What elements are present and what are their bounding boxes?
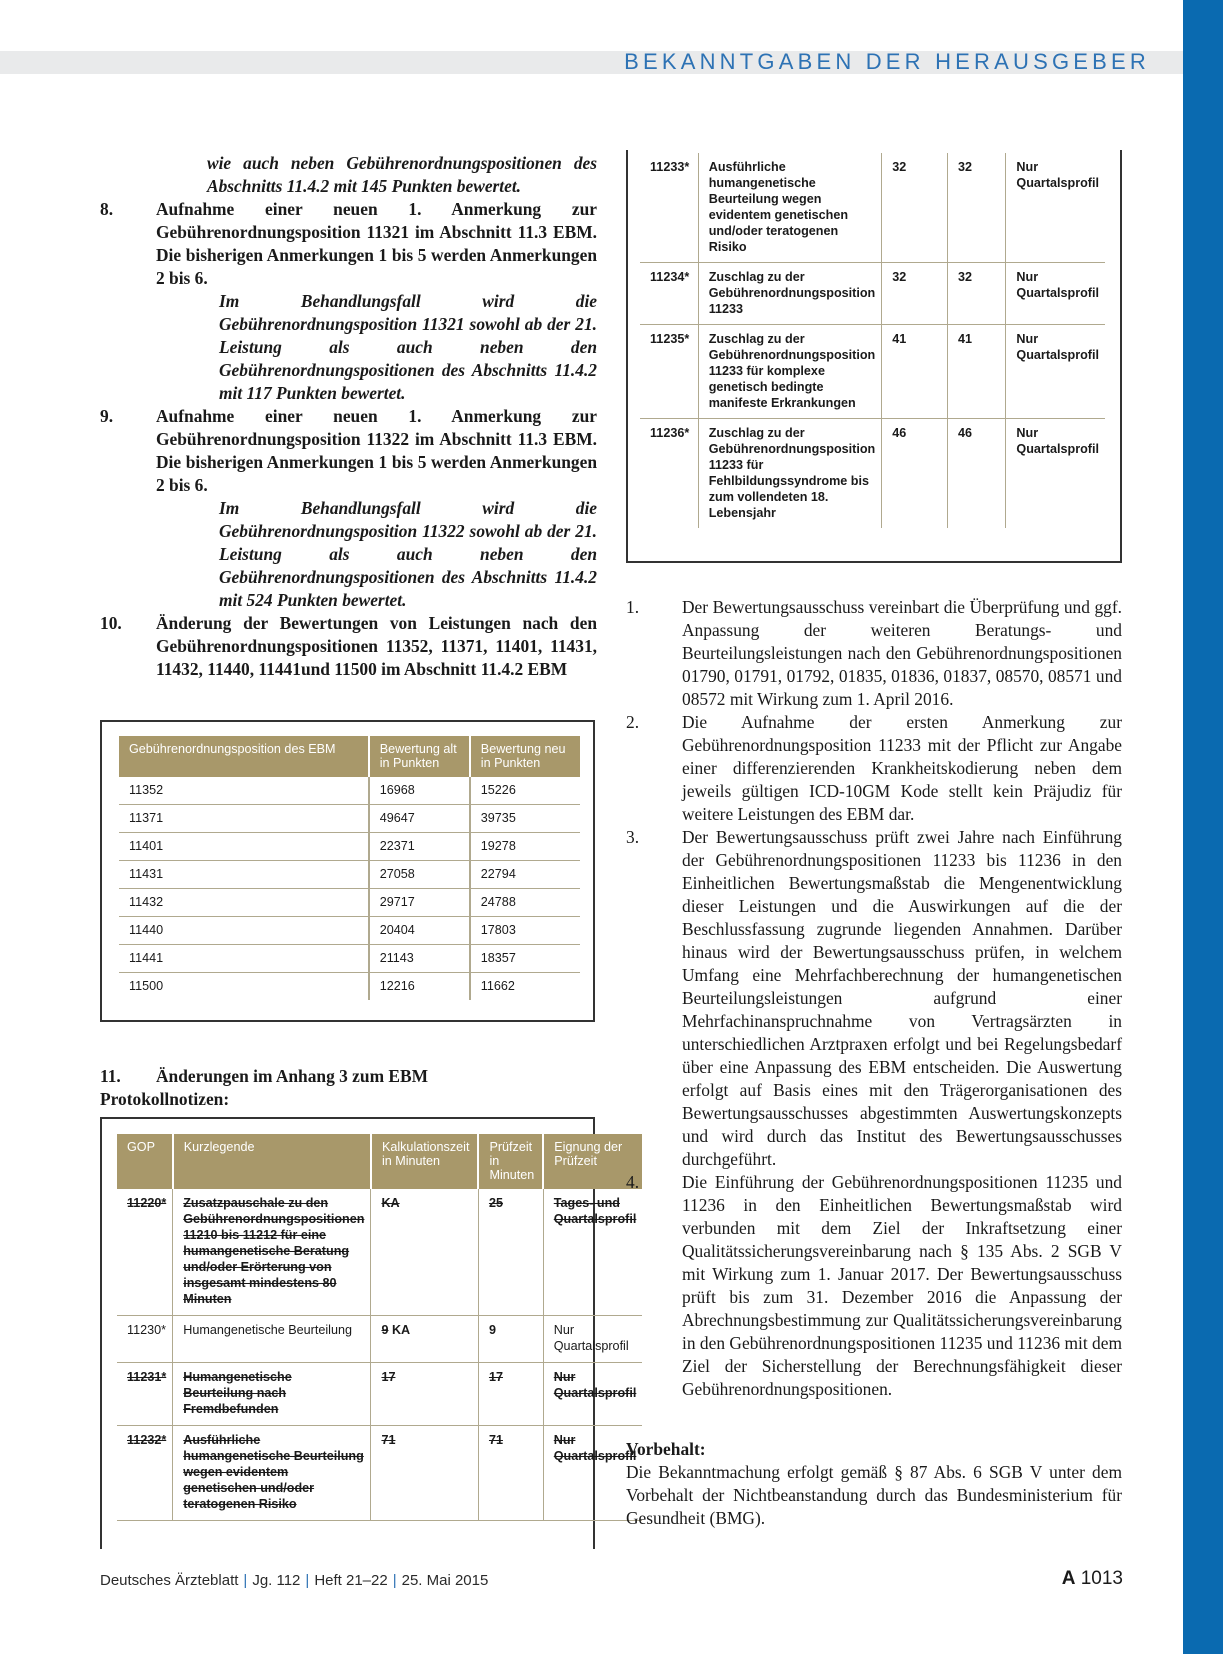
journal-name: Deutsches Ärzteblatt (100, 1572, 239, 1589)
table-cell: 11232* (117, 1426, 173, 1521)
table-cell: Nur Quartalsprofil (543, 1316, 642, 1363)
page-number (1062, 1568, 1123, 1590)
table-header: Bewertung neu in Punkten (470, 736, 580, 777)
item-number: 8. (100, 199, 114, 219)
page-number-value: 1013 (1080, 1568, 1123, 1589)
table-cell: 11440 (119, 917, 369, 945)
table-row (117, 1316, 642, 1363)
protocol-note-1 (626, 596, 1122, 711)
table-cell: Nur Quartalsprofil (1016, 426, 1099, 456)
table-cell: Zuschlag zu der Gebührenordnungsposition 11233 für komplexe genetisch bedingte manifeste Erkrankungen (698, 325, 882, 419)
table-cell: Ausführliche humangenetische Beurteilung wegen evidentem genetischen und/oder teratogenen Risiko (698, 153, 882, 263)
item-number: 2. (626, 712, 640, 732)
table-header: GOP (117, 1134, 173, 1189)
item-text: Der Bewertungsausschuss prüft zwei Jahre nach Einführung der Gebührenordnungspositionen 11233 bis 11236 in den Einheitlichen Bewertungsmaßstab die Mengenentwicklung dieser Leistungen und die Auswirkungen auf die der Beschlussfassung zugrunde liegenden Annahmen. Darüber hinaus wird der Bewertungsausschuss prüfen, in welchem Umfang eine Mehrfachberechnung der humangenetischen Beurteilungsleistungen aufgrund einer Mehrfachinanspruchnahme von Vertragsärzten in unterschiedlichen Arztpraxen erfolgt und bei Regelungsbedarf über eine Anpassung des EBM entscheiden. Die Auswertung erfolgt auf Basis eines mit den Trägerorganisationen des Bewertungsausschusses abgestimmten Auswertungskonzepts und wird durch das Institut des Bewertungsausschusses durchgeführt. (682, 827, 1122, 1169)
table-cell: 19278 (470, 833, 580, 861)
table-header: Gebührenordnungsposition des EBM (119, 736, 369, 777)
separator: | (392, 1572, 397, 1589)
table-cell: 12216 (369, 973, 470, 1001)
table-cell: 32 (948, 263, 1006, 325)
separator: | (243, 1572, 248, 1589)
table-cell: 21143 (369, 945, 470, 973)
item-text: Die Aufnahme der ersten Anmerkung zur Gebührenordnungsposition 11233 mit der Pflicht zur Angabe einer differenzierenden Krankheitskodierung neben dem jeweils gültigen ICD-10GM Kode stellt kein Präjudiz für weitere Leistungen des EBM dar. (682, 712, 1122, 824)
table-cell: 17 (478, 1363, 543, 1426)
old-value: 9 (381, 1323, 389, 1337)
item-number: 9. (100, 406, 114, 426)
table-cell: 15226 (470, 777, 580, 805)
footer-citation (100, 1572, 488, 1589)
journal-date: 25. Mai 2015 (401, 1572, 489, 1589)
protocol-notes-heading: Protokollnotizen: (100, 1089, 230, 1109)
table-cell: 49647 (369, 805, 470, 833)
table-cell: 9 (478, 1316, 543, 1363)
item-number: 1. (626, 597, 640, 617)
reservation-title: Vorbehalt: (626, 1439, 706, 1459)
table-row (119, 945, 580, 973)
table-cell: 11432 (119, 889, 369, 917)
item-note: Im Behandlungsfall wird die Gebührenordnungsposition 11321 sowohl ab der 21. Leistung als auch neben den Gebührenordnungspositionen des Abschnitts 11.4.2 mit 117 Punkten bewertet. (219, 291, 597, 403)
item-text: Änderung der Bewertungen von Leistungen nach den Gebührenordnungspositionen 11352, 11371, 11401, 11431, 11432, 11440, 11441und 11500 im Abschnitt 11.4.2 EBM (156, 613, 597, 679)
protocol-note-4 (626, 1171, 1122, 1401)
table-header: Prüfzeit in Minuten (478, 1134, 543, 1189)
table-row (117, 1426, 642, 1521)
table-cell: 11371 (119, 805, 369, 833)
table-cell: 39735 (470, 805, 580, 833)
table-row (117, 1363, 642, 1426)
table-header: Eignung der Prüfzeit (543, 1134, 642, 1189)
table-cell: 11441 (119, 945, 369, 973)
table-row (117, 1189, 642, 1316)
table-cell (371, 1316, 479, 1363)
table-cell: 27058 (369, 861, 470, 889)
table-cell: 18357 (470, 945, 580, 973)
table-cell: Nur Quartalsprofil (1006, 325, 1105, 419)
list-item-10 (100, 612, 597, 681)
table-cell: 32 (948, 153, 1006, 263)
journal-volume: Jg. 112 (252, 1572, 301, 1589)
table-cell: 20404 (369, 917, 470, 945)
table-cell: KA (371, 1189, 479, 1316)
table-row (640, 325, 1105, 419)
table-cell: Humangenetische Beurteilung (173, 1316, 371, 1363)
table-cell: Nur Quartalsprofil (543, 1426, 642, 1521)
item-text: Aufnahme einer neuen 1. Anmerkung zur Gebührenordnungsposition 11322 im Abschnitt 11.3 EBM. Die bisherigen Anmerkungen 1 bis 5 werden Anmerkungen 2 bis 6. (156, 406, 597, 495)
item-note: Im Behandlungsfall wird die Gebührenordnungsposition 11322 sowohl ab der 21. Leistung als auch neben den Gebührenordnungspositionen des Abschnitts 11.4.2 mit 524 Punkten bewertet. (219, 498, 597, 610)
table-cell: Ausführliche humangenetische Beurteilung wegen evidentem genetischen und/oder teratogenen Risiko (173, 1426, 371, 1521)
table-cell: 25 (478, 1189, 543, 1316)
table-cell: 11235* (640, 325, 698, 419)
table-cell: Zuschlag zu der Gebührenordnungsposition 11233 (698, 263, 882, 325)
table-cell: 32 (882, 263, 948, 325)
protocol-note-3 (626, 826, 1122, 1171)
item-text: Der Bewertungsausschuss vereinbart die Überprüfung und ggf. Anpassung der weiteren Beratungs- und Beurteilungsleistungen nach den Gebührenordnungspositionen 01790, 01791, 01792, 01835, 01836, 01837, 08570, 08571 und 08572 mit Wirkung zum 1. April 2016. (682, 597, 1122, 709)
table-cell: 41 (882, 325, 948, 419)
table-cell: Humangenetische Beurteilung nach Fremdbefunden (173, 1363, 371, 1426)
table-cell: 41 (948, 325, 1006, 419)
table-cell: 22794 (470, 861, 580, 889)
table-row (640, 419, 1105, 529)
reservation-text: Die Bekanntmachung erfolgt gemäß § 87 Abs. 6 SGB V unter dem Vorbehalt der Nichtbeanstandung durch das Bundesministerium für Gesundheit (BMG). (626, 1462, 1122, 1528)
table-row (119, 777, 580, 805)
table-cell: 11230* (117, 1316, 173, 1363)
item-number: 3. (626, 827, 640, 847)
section-header-title: BEKANNTGABEN DER HERAUSGEBER (624, 49, 1150, 74)
table-cell: Nur Quartalsprofil (1006, 263, 1105, 325)
table-cell: 71 (478, 1426, 543, 1521)
table-row (119, 973, 580, 1001)
page-prefix: A (1061, 1568, 1076, 1589)
table-cell: Zuschlag zu der Gebührenordnungsposition 11233 für Fehlbildungssyndrome bis zum vollendeten 18. Lebensjahr (698, 419, 882, 529)
table-cell: 46 (948, 419, 1006, 529)
item-number: 10. (100, 613, 122, 633)
item-number: 11. (100, 1066, 121, 1086)
side-color-bar (1183, 0, 1223, 1654)
gop-table (117, 1134, 637, 1521)
table-cell: 11231* (117, 1363, 173, 1426)
item-number: 4. (626, 1172, 640, 1192)
continued-gop-table (640, 153, 1105, 528)
ebm-valuation-table (100, 720, 595, 1022)
table-row (119, 861, 580, 889)
table-cell: 29717 (369, 889, 470, 917)
new-value: KA (391, 1323, 411, 1337)
table-row (119, 833, 580, 861)
table-cell: 11236* (640, 419, 698, 529)
table-header: Kurzlegende (173, 1134, 371, 1189)
table-cell: 11234* (640, 263, 698, 325)
protocol-note-2 (626, 711, 1122, 826)
item-text: Aufnahme einer neuen 1. Anmerkung zur Gebührenordnungsposition 11321 im Abschnitt 11.3 EBM. Die bisherigen Anmerkungen 1 bis 5 werden Anmerkungen 2 bis 6. (156, 199, 597, 288)
table-cell: 71 (371, 1426, 479, 1521)
table-header: Kalkulationszeit in Minuten (371, 1134, 479, 1189)
separator: | (305, 1572, 310, 1589)
journal-issue: Heft 21–22 (314, 1572, 388, 1589)
table-cell: 24788 (470, 889, 580, 917)
table-cell: 11662 (480, 979, 515, 993)
table-row (640, 153, 1105, 263)
table-cell: 32 (882, 153, 948, 263)
intro-note: wie auch neben Gebührenordnungspositionen des Abschnitts 11.4.2 mit 145 Punkten bewertet. (207, 153, 597, 196)
section-11 (100, 1065, 597, 1111)
left-column (100, 152, 597, 681)
table-cell: 11401 (119, 833, 369, 861)
list-item-8 (100, 198, 597, 290)
reservation-section (626, 1438, 1122, 1530)
table-cell: 17 (371, 1363, 479, 1426)
table-cell: 22371 (369, 833, 470, 861)
table-header: Bewertung alt in Punkten (369, 736, 470, 777)
list-item-9 (100, 405, 597, 497)
table-cell: Nur Quartalsprofil (543, 1363, 642, 1426)
table-cell: 11431 (119, 861, 369, 889)
table-cell: 46 (882, 419, 948, 529)
table-cell: Tages- und Quartalsprofil (543, 1189, 642, 1316)
table-row (119, 889, 580, 917)
table-cell: 11220* (117, 1189, 173, 1316)
table-cell: Nur Quartalsprofil (1006, 153, 1105, 263)
item-text: Änderungen im Anhang 3 zum EBM (156, 1066, 429, 1086)
table-row (640, 263, 1105, 325)
right-column (626, 596, 1122, 1401)
table-cell: 17803 (470, 917, 580, 945)
item-text: Die Einführung der Gebührenordnungspositionen 11235 und 11236 in den Einheitlichen Bewertungsmaßstab wird verbunden mit dem Ziel der Inkraftsetzung einer Qualitätssicherungsvereinbarung nach § 135 Abs. 2 SGB V mit Wirkung zum 1. Januar 2017. Der Bewertungsausschuss prüft bis zum 31. Dezember 2016 die Anpassung der Abrechnungsbestimmung zur Qualitätssicherungsvereinbarung in den Gebührenordnungspositionen 11235 und 11236 mit dem Ziel der Sicherstellung der Berechnungsfähigkeit dieser Gebührenordnungspositionen. (682, 1172, 1122, 1399)
table-row (119, 805, 580, 833)
table-cell: 11500 (119, 973, 369, 1001)
table-cell: 11352 (119, 777, 369, 805)
table-cell: Zusatzpauschale zu den Gebührenordnungspositionen 11210 bis 11212 für eine humangenetische Beratung und/oder Erörterung von insgesamt mindestens 80 Minuten (173, 1189, 371, 1316)
table-row (119, 917, 580, 945)
table-cell: 11233* (640, 153, 698, 263)
table-cell: 16968 (369, 777, 470, 805)
